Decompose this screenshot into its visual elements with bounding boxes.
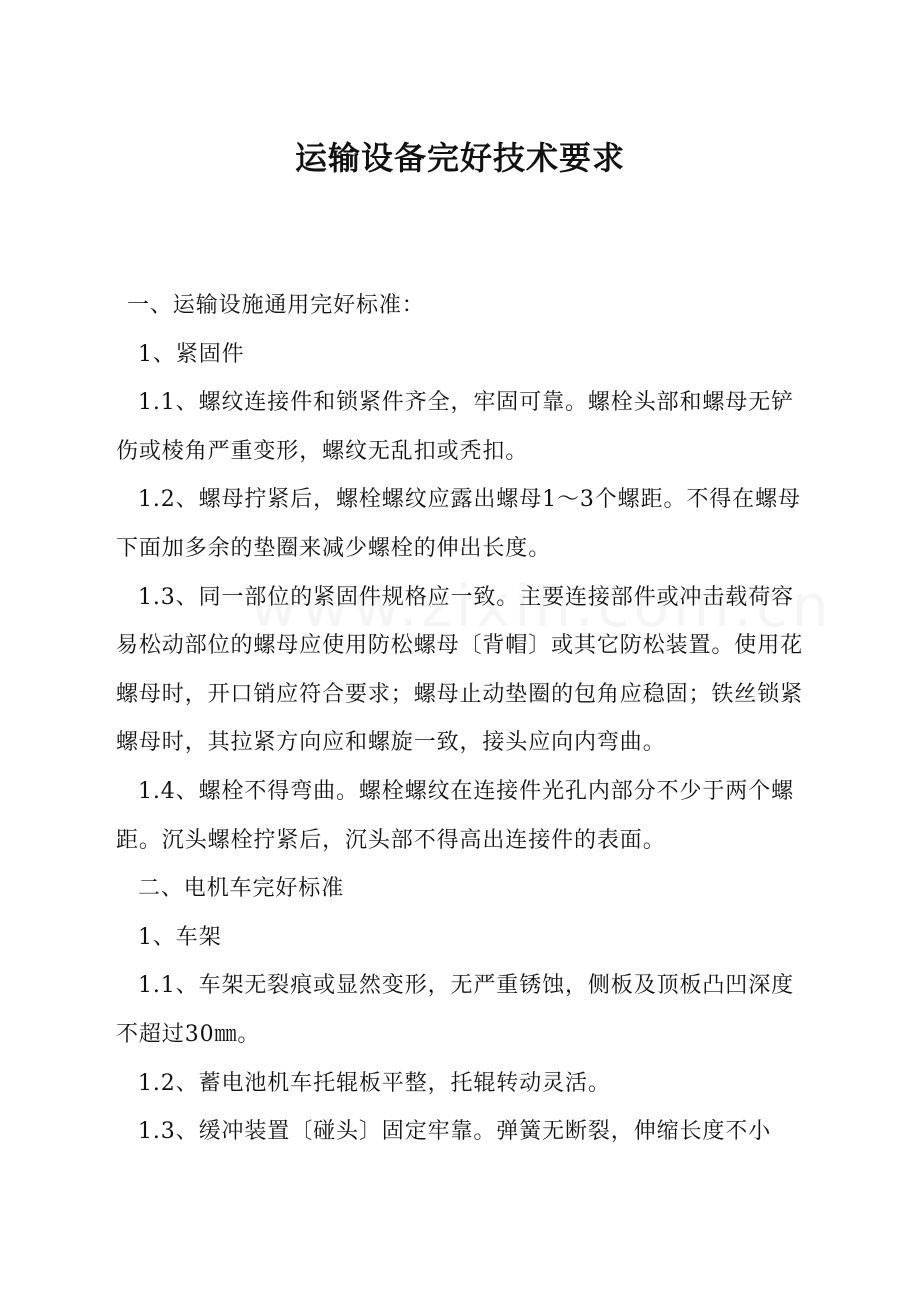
paragraph-frame-1-1: 1.1、车架无裂痕或显然变形，无严重锈蚀，侧板及顶板凸凹深度不超过30㎜。 <box>116 973 794 1047</box>
section-heading-general: 一、运输设施通用完好标准： <box>127 293 425 318</box>
section-heading-locomotive: 二、电机车完好标准 <box>138 876 345 902</box>
paragraph-1-4: 1.4、螺栓不得弯曲。螺栓螺纹在连接件光孔内部分不少于两个螺距。沉头螺栓拧紧后，沉头部不得高出连接件的表面。 <box>116 778 794 853</box>
page-title: 运输设备完好技术要求 <box>294 139 625 177</box>
subsection-heading-fasteners: 1、紧固件 <box>138 341 245 367</box>
subsection-heading-frame: 1、车架 <box>138 924 222 950</box>
paragraph-1-2: 1.2、螺母拧紧后，螺栓螺纹应露出螺母1～3个螺距。不得在螺母下面加多余的垫圈来减少螺栓的伸出长度。 <box>116 487 801 561</box>
paragraph-frame-1-3: 1.3、缓冲装置〔碰头〕固定牢靠。弹簧无断裂，伸缩长度不小 <box>138 1119 772 1145</box>
document-body <box>116 282 816 1157</box>
paragraph-frame-1-2: 1.2、蓄电池机车托辊板平整，托辊转动灵活。 <box>138 1070 611 1096</box>
paragraph-1-3: 1.3、同一部位的紧固件规格应一致。主要连接部件或冲击载荷容易松动部位的螺母应使用防松螺母〔背帽〕或其它防松装置。使用花螺母时，开口销应符合要求；螺母止动垫圈的包角应稳固；铁丝锁紧螺母时，其拉紧方向应和螺旋一致，接头应向内弯曲。 <box>116 584 804 756</box>
paragraph-1-1: 1.1、螺纹连接件和锁紧件齐全，牢固可靠。螺栓头部和螺母无铲伤或棱角严重变形，螺纹无乱扣或秃扣。 <box>116 390 794 464</box>
